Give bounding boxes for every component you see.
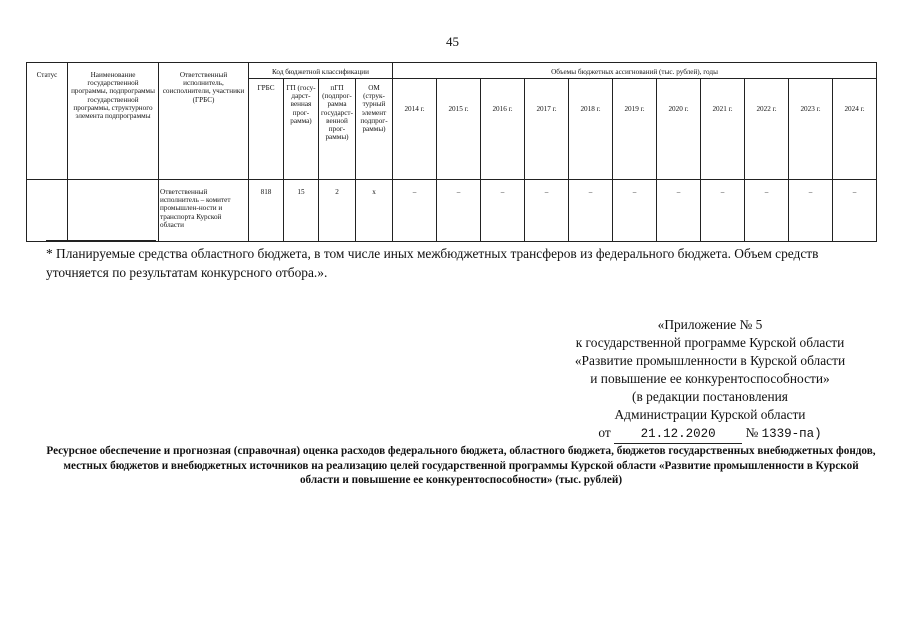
- appendix-line: к государственной программе Курской области: [575, 335, 845, 350]
- row-code-om: х: [356, 180, 393, 242]
- footnote-divider: [46, 240, 156, 241]
- budget-table: [26, 62, 877, 242]
- number-prefix: №: [745, 425, 759, 440]
- header-year-2020: 2020 г.: [657, 79, 701, 180]
- header-budget-code: Код бюджетной классификации: [249, 63, 393, 79]
- decree-number: 1339-па): [761, 427, 822, 441]
- header-code-pgp: пГП (подпрог-рамма государст-венной прог-раммы): [319, 79, 356, 180]
- header-code-grbs: ГРБС: [249, 79, 284, 180]
- appendix-block: [520, 316, 900, 444]
- header-year-2016: 2016 г.: [481, 79, 525, 180]
- date-prefix: от: [598, 425, 611, 440]
- header-code-om: ОМ (струк-турный элемент подпрог-раммы): [356, 79, 393, 180]
- page-number: 45: [446, 34, 459, 49]
- row-executor: Ответственный исполнитель – комитет промышлен-ности и транспорта Курской области: [159, 180, 249, 242]
- header-executor: Ответственный исполнитель, соисполнители, участники (ГРБС): [159, 63, 249, 180]
- appendix-line: Администрации Курской области: [614, 407, 806, 422]
- row-value-2015: –: [437, 180, 481, 242]
- header-volumes: Объемы бюджетных ассигнований (тыс. рублей), годы: [393, 63, 877, 79]
- row-code-pgp: 2: [319, 180, 356, 242]
- row-value-2023: –: [789, 180, 833, 242]
- footnote: * Планируемые средства областного бюджета, в том числе иных межбюджетных трансферов из федерального бюджета. Объем средств уточняется по результатам конкурсного отбора.».: [46, 246, 819, 280]
- row-code-grbs: 818: [249, 180, 284, 242]
- header-year-2017: 2017 г.: [525, 79, 569, 180]
- header-year-2015: 2015 г.: [437, 79, 481, 180]
- header-year-2022: 2022 г.: [745, 79, 789, 180]
- header-code-gp: ГП (госу-дарст-венная прог-рамма): [284, 79, 319, 180]
- row-value-2020: –: [657, 180, 701, 242]
- row-name: [68, 180, 159, 242]
- row-value-2017: –: [525, 180, 569, 242]
- header-name: Наименование государственной программы, подпрограммы государственной программы, структурного элемента подпрограммы: [68, 63, 159, 180]
- header-row-1: [27, 63, 877, 79]
- row-value-2014: –: [393, 180, 437, 242]
- decree-date: 21.12.2020: [614, 425, 742, 444]
- table-row: [27, 180, 877, 242]
- header-status: Статус: [27, 63, 68, 180]
- row-code-gp: 15: [284, 180, 319, 242]
- appendix-line: «Приложение № 5: [657, 317, 763, 332]
- header-year-2014: 2014 г.: [393, 79, 437, 180]
- header-year-2021: 2021 г.: [701, 79, 745, 180]
- row-value-2018: –: [569, 180, 613, 242]
- row-value-2019: –: [613, 180, 657, 242]
- document-title: Ресурсное обеспечение и прогнозная (справочная) оценка расходов федерального бюджета, областного бюджета, бюджетов государственных внебюджетных фондов, местных бюджетов и внебюджетных источников на реализацию целей государственной программы Курской области «Развитие промышленности в Курской области и повышение ее конкурентоспособности» (тыс. рублей): [46, 445, 876, 486]
- row-value-2021: –: [701, 180, 745, 242]
- appendix-line: и повышение ее конкурентоспособности»: [590, 371, 830, 386]
- appendix-line: «Развитие промышленности в Курской области: [574, 353, 846, 368]
- row-value-2024: –: [833, 180, 877, 242]
- appendix-date-line: [520, 424, 900, 444]
- header-year-2018: 2018 г.: [569, 79, 613, 180]
- header-year-2023: 2023 г.: [789, 79, 833, 180]
- row-status: [27, 180, 68, 242]
- row-value-2016: –: [481, 180, 525, 242]
- header-year-2024: 2024 г.: [833, 79, 877, 180]
- header-year-2019: 2019 г.: [613, 79, 657, 180]
- appendix-line: (в редакции постановления: [632, 389, 788, 404]
- row-value-2022: –: [745, 180, 789, 242]
